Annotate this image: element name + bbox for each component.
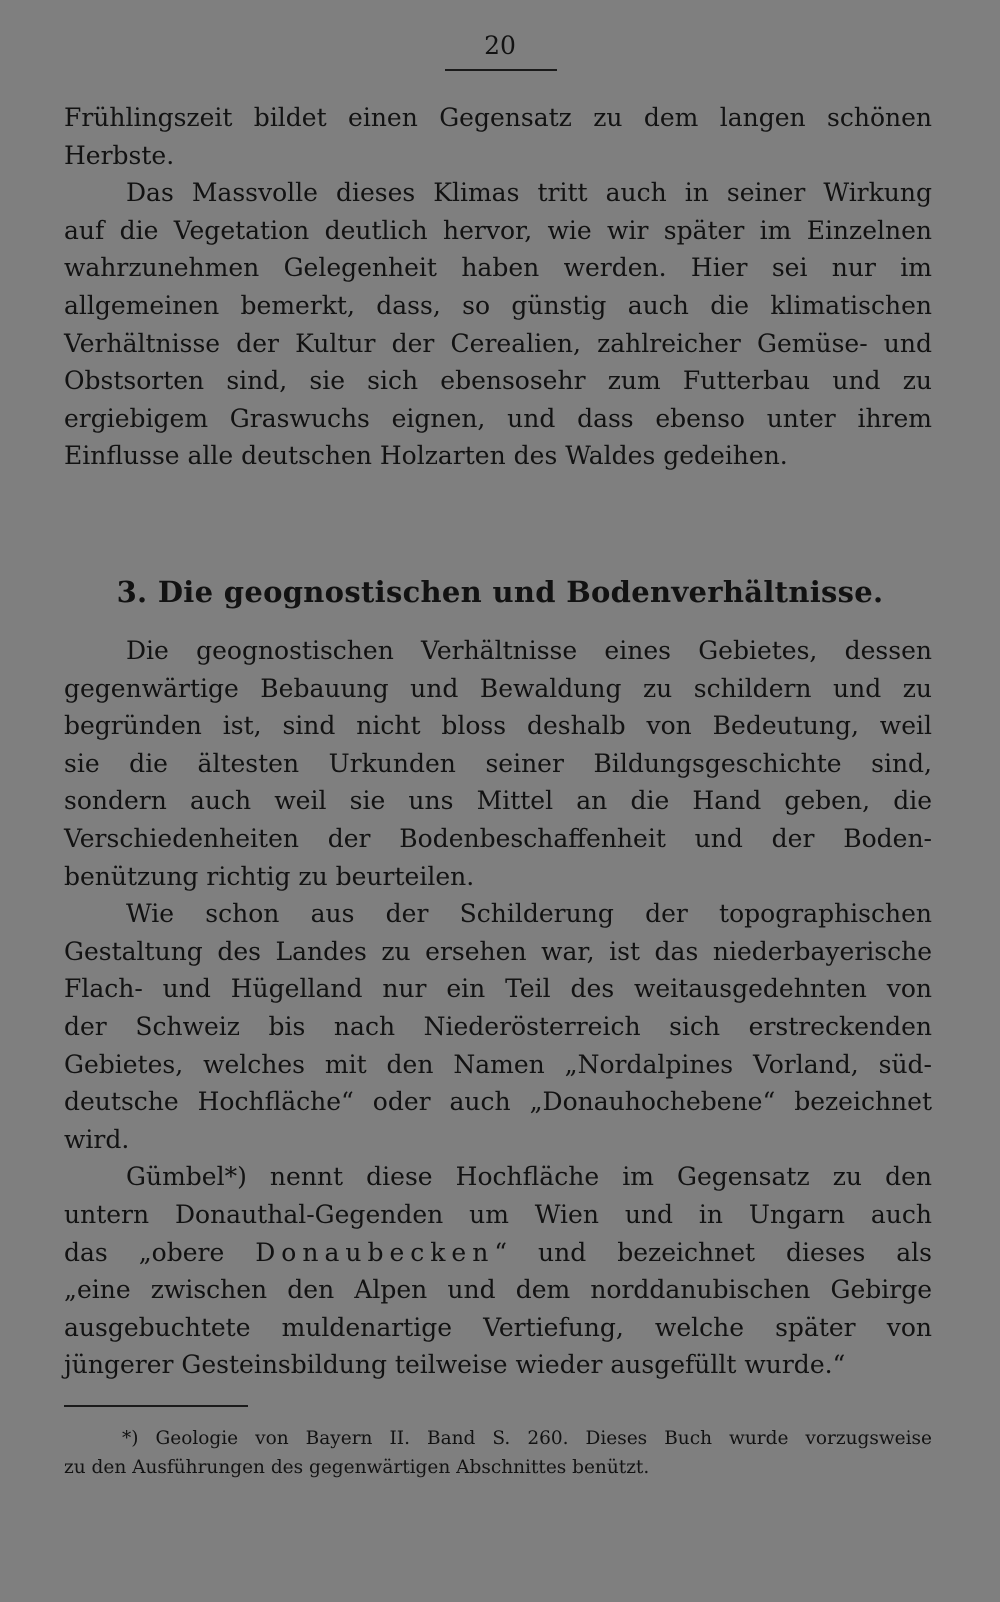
footnote-rule	[64, 1405, 248, 1407]
paragraph-2-line-2: auf die Vegetation deutlich hervor, wie wir später im Einzelnen	[64, 215, 932, 245]
paragraph-2-line-1: Das Massvolle dieses Klimas tritt auch in seiner Wirkung	[126, 178, 932, 208]
paragraph-2-line-3: wahrzunehmen Gelegenheit haben werden. Hier sei nur im	[64, 253, 932, 283]
section-heading: 3. Die geognostischen und Bodenverhältnisse.	[116, 575, 884, 609]
paragraph-2-line-4: allgemeinen bemerkt, dass, so günstig auch die klimatischen	[64, 290, 932, 320]
footnote-line-2: zu den Ausführungen des gegenwärtigen Abschnittes benützt.	[64, 1457, 650, 1478]
paragraph-2-line-8: Einflusse alle deutschen Holzarten des Waldes gedeihen.	[64, 441, 788, 471]
paragraph-4-line-7: wird.	[64, 1124, 130, 1154]
paragraph-3-line-3: begründen ist, sind nicht bloss deshalb von Bedeutung, weil	[64, 711, 932, 741]
paragraph-5-line-3-end: “ und bezeichnet dieses als	[494, 1237, 932, 1267]
paragraph-5-line-1: Gümbel*) nennt diese Hochfläche im Gegensatz zu den	[126, 1162, 932, 1192]
paragraph-1-line-1: Frühlingszeit bildet einen Gegensatz zu dem langen schönen	[64, 103, 932, 132]
paragraph-2-line-7: ergiebigem Graswuchs eignen, und dass ebenso unter ihrem	[64, 403, 932, 433]
paragraph-2-line-5: Verhältnisse der Kultur der Cerealien, zahlreicher Gemüse- und	[64, 328, 932, 358]
paragraph-2-line-6: Obstsorten sind, sie sich ebensosehr zum Futterbau und zu	[64, 366, 932, 396]
paragraph-3-line-2: gegenwärtige Bebauung und Bewaldung zu schildern und zu	[64, 673, 932, 703]
text-block-lower	[64, 632, 932, 1384]
paragraph-5-line-4: „eine zwischen den Alpen und dem norddanubischen Gebirge	[64, 1275, 932, 1305]
paragraph-4-line-5: Gebietes, welches mit den Namen „Nordalpines Vorland, süd-	[64, 1049, 932, 1079]
paragraph-4-line-4: der Schweiz bis nach Niederösterreich sich erstreckenden	[64, 1011, 932, 1041]
paragraph-3-line-6: Verschiedenheiten der Bodenbeschaffenheit und der Boden-	[64, 823, 932, 853]
paragraph-5-line-2: untern Donauthal-Gegenden um Wien und in Ungarn auch	[64, 1199, 932, 1229]
paragraph-4-line-1: Wie schon aus der Schilderung der topographischen	[126, 899, 932, 929]
paragraph-3-line-7: benützung richtig zu beurteilen.	[64, 861, 475, 891]
paragraph-4-line-3: Flach- und Hügelland nur ein Teil des weitausgedehnten von	[64, 974, 932, 1004]
paragraph-4-line-6: deutsche Hochfläche“ oder auch „Donauhochebene“ bezeichnet	[64, 1087, 932, 1117]
paragraph-1-line-2: Herbste.	[64, 140, 175, 170]
paragraph-3-line-1: Die geognostischen Verhältnisse eines Gebietes, dessen	[126, 636, 932, 665]
spaced-emphasis-term: Donaubecken	[255, 1237, 495, 1267]
paragraph-3-line-4: sie die ältesten Urkunden seiner Bildungsgeschichte sind,	[64, 748, 932, 778]
page-number: 20	[484, 31, 516, 60]
paragraph-5-line-5: ausgebuchtete muldenartige Vertiefung, welche später von	[64, 1312, 932, 1342]
text-block-upper	[64, 99, 932, 475]
footnote-line-1: *) Geologie von Bayern II. Band S. 260. Dieses Buch wurde vorzugsweise	[122, 1428, 932, 1449]
paragraph-5-line-3-start: das „obere	[64, 1237, 225, 1267]
footnote	[64, 1424, 932, 1482]
paragraph-5-line-6: jüngerer Gesteinsbildung teilweise wieder ausgefüllt wurde.“	[64, 1350, 846, 1380]
paragraph-4-line-2: Gestaltung des Landes zu ersehen war, ist das niederbayerische	[64, 936, 932, 966]
header-rule	[445, 69, 557, 71]
paragraph-5-line-3	[64, 1234, 932, 1272]
paragraph-3-line-5: sondern auch weil sie uns Mittel an die Hand geben, die	[64, 786, 932, 816]
